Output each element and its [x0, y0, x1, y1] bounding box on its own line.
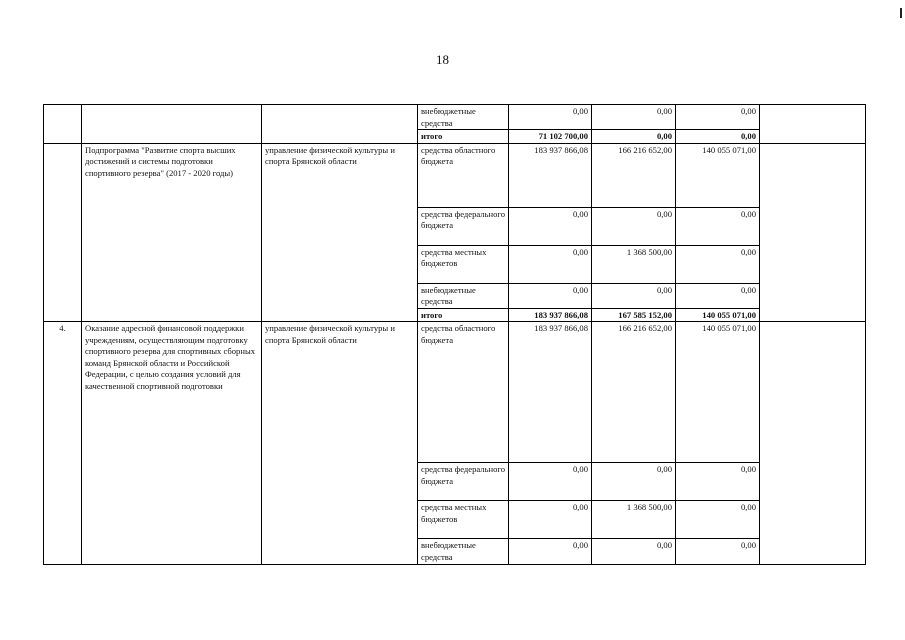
cell-value-3: 0,00: [676, 130, 760, 144]
cell-name: [82, 105, 262, 144]
cell-value-3: 0,00: [676, 283, 760, 308]
cell-value-1: 0,00: [509, 207, 592, 245]
cell-source: итого: [418, 308, 509, 322]
cell-extra: [760, 322, 866, 565]
cell-value-2: 166 216 652,00: [592, 322, 676, 463]
cell-value-1: 183 937 866,08: [509, 322, 592, 463]
scan-mark: [900, 8, 902, 18]
cell-source: средства федерального бюджета: [418, 463, 509, 501]
cell-value-1: 183 937 866,08: [509, 143, 592, 207]
cell-value-2: 0,00: [592, 207, 676, 245]
cell-name: Оказание адресной финансовой поддержки учреждениям, осуществляющим подготовку спортивного резерва для спортивных сборных команд Брянской области и Российской Федерации, с целью создания условий для качественной спортивной подготовки: [82, 322, 262, 565]
page-number: 18: [436, 52, 449, 67]
cell-value-2: 1 368 500,00: [592, 245, 676, 283]
cell-value-2: 0,00: [592, 130, 676, 144]
cell-source: внебюджетные средства: [418, 539, 509, 565]
cell-value-2: 167 585 152,00: [592, 308, 676, 322]
cell-extra: [760, 105, 866, 144]
cell-number: 4.: [44, 322, 82, 565]
budget-table: [43, 104, 866, 565]
cell-value-3: 140 055 071,00: [676, 143, 760, 207]
cell-number: [44, 143, 82, 322]
cell-value-3: 140 055 071,00: [676, 308, 760, 322]
cell-value-2: 1 368 500,00: [592, 501, 676, 539]
cell-value-3: 0,00: [676, 245, 760, 283]
cell-source: средства федерального бюджета: [418, 207, 509, 245]
table-row: [44, 105, 866, 130]
cell-executor: управление физической культуры и спорта Брянской области: [262, 143, 418, 322]
cell-source: внебюджетные средства: [418, 283, 509, 308]
cell-value-1: 0,00: [509, 539, 592, 565]
cell-source: средства областного бюджета: [418, 322, 509, 463]
cell-value-3: 0,00: [676, 463, 760, 501]
cell-executor: [262, 105, 418, 144]
cell-value-2: 0,00: [592, 105, 676, 130]
cell-value-2: 0,00: [592, 463, 676, 501]
cell-source: итого: [418, 130, 509, 144]
cell-value-3: 140 055 071,00: [676, 322, 760, 463]
cell-value-3: 0,00: [676, 105, 760, 130]
cell-value-2: 166 216 652,00: [592, 143, 676, 207]
cell-value-3: 0,00: [676, 207, 760, 245]
cell-value-1: 0,00: [509, 245, 592, 283]
cell-executor: управление физической культуры и спорта Брянской области: [262, 322, 418, 565]
cell-number: [44, 105, 82, 144]
cell-extra: [760, 143, 866, 322]
cell-value-1: 71 102 700,00: [509, 130, 592, 144]
cell-source: средства местных бюджетов: [418, 501, 509, 539]
cell-source: внебюджетные средства: [418, 105, 509, 130]
cell-value-1: 183 937 866,08: [509, 308, 592, 322]
cell-value-2: 0,00: [592, 539, 676, 565]
cell-value-1: 0,00: [509, 501, 592, 539]
cell-source: средства местных бюджетов: [418, 245, 509, 283]
cell-value-1: 0,00: [509, 463, 592, 501]
cell-value-1: 0,00: [509, 105, 592, 130]
cell-value-3: 0,00: [676, 501, 760, 539]
cell-source: средства областного бюджета: [418, 143, 509, 207]
cell-name: Подпрограмма "Развитие спорта высших достижений и системы подготовки спортивного резерва" (2017 - 2020 годы): [82, 143, 262, 322]
cell-value-3: 0,00: [676, 539, 760, 565]
cell-value-2: 0,00: [592, 283, 676, 308]
table-row: [44, 322, 866, 463]
table-row: [44, 143, 866, 207]
cell-value-1: 0,00: [509, 283, 592, 308]
